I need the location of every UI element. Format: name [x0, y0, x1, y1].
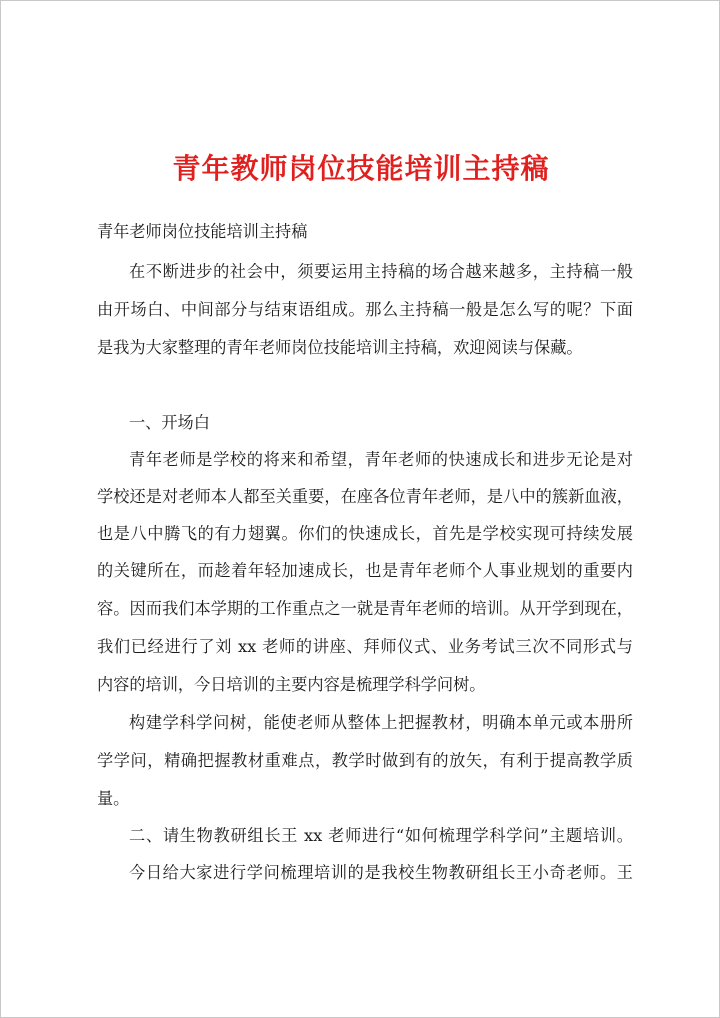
paragraph-line: 的关键所在，而趁着年轻加速成长，也是青年老师个人事业规划的重要内: [97, 561, 633, 580]
paragraph-line: 构建学科学问树，能使老师从整体上把握教材，明确本单元或本册所: [129, 713, 633, 732]
document-title: 青年教师岗位技能培训主持稿: [172, 152, 550, 185]
paragraph-line: 青年老师是学校的将来和希望，青年老师的快速成长和进步无论是对: [129, 450, 633, 469]
paragraph-line: 也是八中腾飞的有力翅翼。你们的快速成长，首先是学校实现可持续发展: [97, 524, 633, 543]
section-heading: 二、请生物教研组长王 xx 老师进行“如何梳理学科学问”主题培训。: [129, 826, 633, 845]
subtitle-line: 青年老师岗位技能培训主持稿: [97, 222, 308, 241]
paragraph-line: 我们已经进行了刘 xx 老师的讲座、拜师仪式、业务考试三次不同形式与: [97, 637, 633, 656]
paragraph-line: 是我为大家整理的青年老师岗位技能培训主持稿，欢迎阅读与保藏。: [97, 338, 583, 357]
paragraph-line: 在不断进步的社会中，须要运用主持稿的场合越来越多，主持稿一般: [129, 262, 633, 281]
section-heading: 一、开场白: [129, 413, 210, 432]
paragraph-line: 由开场白、中间部分与结束语组成。那么主持稿一般是怎么写的呢？下面: [97, 300, 633, 319]
paragraph-line: 学校还是对老师本人都至关重要，在座各位青年老师，是八中的簇新血液，: [97, 487, 633, 506]
paragraph-line: 内容的培训，今日培训的主要内容是梳理学科学问树。: [97, 675, 486, 694]
paragraph-line: 学学问，精确把握教材重难点，教学时做到有的放矢，有利于提高教学质: [97, 751, 633, 770]
paragraph-line: 今日给大家进行学问梳理培训的是我校生物教研组长王小奇老师。王: [129, 863, 633, 882]
paragraph-line: 量。: [97, 789, 130, 808]
paragraph-line: 容。因而我们本学期的工作重点之一就是青年老师的培训。从开学到现在，: [97, 599, 633, 618]
